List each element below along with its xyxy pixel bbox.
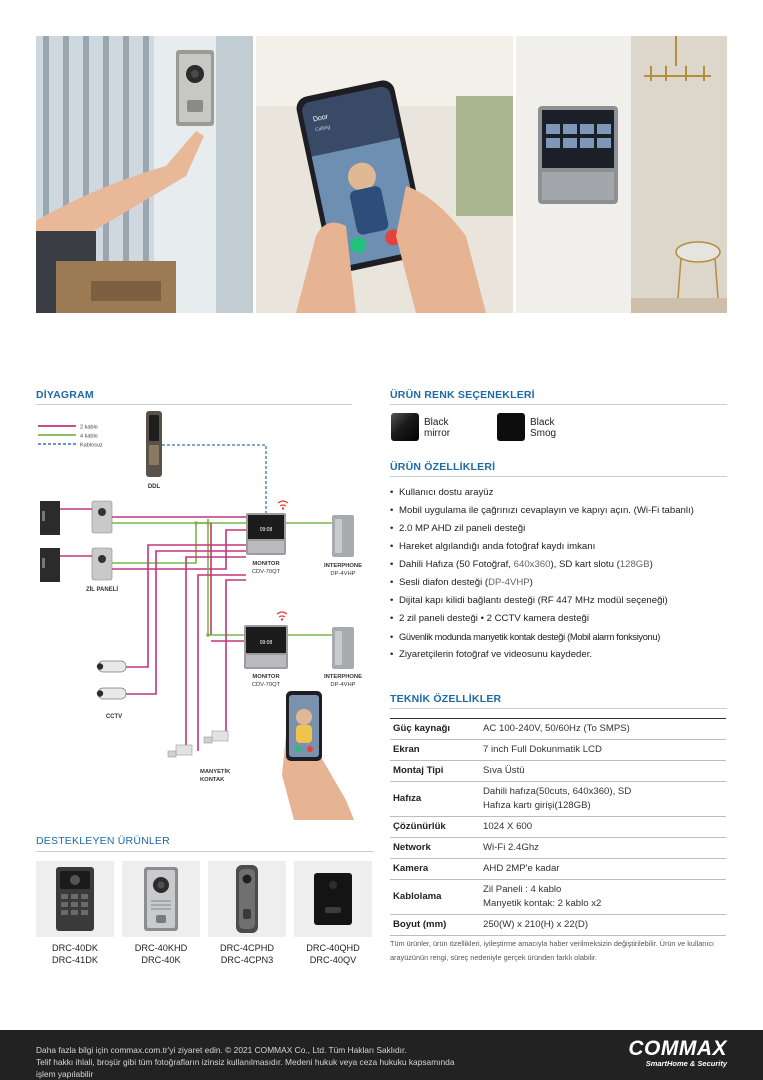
door-1 [40, 501, 60, 535]
features-title: ÜRÜN ÖZELLİKLERİ [390, 461, 496, 473]
product-label-drc-40dk [35, 942, 115, 966]
color-swatch-black-mirror [391, 413, 419, 441]
photo-wall-monitor [516, 36, 727, 313]
monitor-1-device [246, 513, 286, 555]
hand-holding-phone [282, 691, 354, 820]
feature-item: • Hareket algılandığı anda fotoğraf kaydı imkanı [390, 541, 730, 554]
spec-value: AHD 2MP'e kadar [480, 859, 726, 880]
product-label-drc-40khd [121, 942, 201, 966]
product-model: DRC-40QHD [306, 943, 360, 953]
ddl-wireless-link [162, 445, 266, 513]
spec-row [390, 719, 726, 740]
logo-wordmark: COMMAX [628, 1037, 727, 1060]
product-model: DRC-40DK [52, 943, 98, 953]
feature-item: • Ziyaretçilerin fotoğraf ve videosunu kaydeder. [390, 649, 730, 662]
specs-table [390, 718, 726, 936]
color-label-black-smog [530, 417, 556, 439]
color-label-black-smog-line1: Black [530, 417, 555, 428]
ddl-label: DDL [147, 484, 161, 490]
interphone-1-model: DP-4VHP [330, 571, 356, 577]
spec-row [390, 817, 726, 838]
door-panel-2 [92, 548, 112, 580]
supported-products-rule [36, 851, 374, 852]
feature-item: • Güvenlik modunda manyetik kontak desteği (Mobil alarm fonksiyonu) [390, 631, 730, 644]
feature-text: Dahili Hafıza (50 Fotoğraf, [399, 559, 514, 570]
spec-row [390, 859, 726, 880]
footer-line: Telif hakkı ihlali, broşür gibi tüm fotoğrafların izinsiz kullanılmasıdır. Medeni hukuk veya ceza hukuku kapsamında [36, 1057, 455, 1067]
product-drawing [36, 861, 114, 937]
spec-key: Kamera [390, 859, 480, 880]
interphone-1-device [332, 515, 354, 557]
color-label-black-smog-line2: Smog [530, 428, 557, 439]
spec-key: Ekran [390, 740, 480, 761]
product-model: DRC-40KHD [134, 943, 188, 953]
feature-item: • 2 zil paneli desteği • 2 CCTV kamera desteği [390, 613, 730, 626]
spec-key: Hafıza [390, 782, 480, 817]
color-label-black-mirror-line1: Black [424, 417, 449, 428]
door-2 [40, 548, 60, 582]
color-swatch-black-smog [497, 413, 525, 441]
disclaimer-note: Tüm ürünler, ürün özellikleri, iyileştirme amacıyla haber verilmeksizin değiştirilebilir. Ürün ve kullanıcı arayüzünün rengi, süreç nedeniyle gerçek üründen farklı olabilir. [390, 939, 715, 962]
product-drawing [294, 861, 372, 937]
monitor-2-screen-time: 09:08 [259, 640, 273, 646]
product-model: DRC-40QV [309, 955, 357, 965]
feature-item: • Dijital kapı kilidi bağlantı desteği (RF 447 MHz modül seçeneği) [390, 595, 730, 608]
footer-copyright [36, 1044, 536, 1080]
magnetic-contact-label-line2: KONTAK [200, 777, 225, 783]
monitor-1-screen-time: 09:08 [259, 527, 273, 533]
specs-title: TEKNİK ÖZELLİKLER [390, 693, 502, 705]
monitor-1-label: MONITOR [252, 561, 280, 567]
feature-item: • 2.0 MP AHD zil paneli desteği [390, 523, 730, 536]
color-options-title: ÜRÜN RENK SEÇENEKLERİ [390, 389, 535, 401]
feature-text: ) [529, 577, 533, 588]
monitor-2-device [244, 625, 288, 669]
product-image-drc-4cphd [208, 861, 286, 937]
spec-value [480, 782, 726, 817]
wall-monitor-illustration [516, 36, 727, 313]
phone-screen-title: Door [312, 113, 329, 124]
wifi-icon-dot [281, 618, 283, 620]
product-drawing [208, 861, 286, 937]
product-model: DRC-40K [141, 955, 181, 965]
wiring-diagram [36, 405, 363, 820]
footer [0, 1030, 763, 1080]
ddl-lock-device [146, 411, 162, 477]
spec-row [390, 740, 726, 761]
feature-list [390, 487, 730, 667]
spec-value: Sıva Üstü [480, 761, 726, 782]
phone-screen-subtitle: Calling [314, 124, 331, 134]
spec-value: AC 100-240V, 50/60Hz (To SMPS) [480, 719, 726, 740]
product-model: DRC-4CPN3 [220, 955, 274, 965]
interphone-1-label: INTERPHONE [323, 563, 363, 569]
photo-door-panel [36, 36, 253, 313]
magnetic-contact-label-line1: MANYETİK [200, 769, 231, 775]
legend-label-wireless: Kablosuz [80, 442, 103, 449]
legend-label-4-wire: 4 kablo [80, 433, 98, 440]
feature-text-muted: 640x360 [513, 559, 551, 570]
spec-row [390, 915, 726, 936]
cctv-label: CCTV [105, 714, 123, 720]
spec-value: 7 inch Full Dokunmatik LCD [480, 740, 726, 761]
spec-value-line: Manyetik kontak: 2 kablo x2 [483, 898, 602, 909]
monitor-2-model: CDV-70QT [251, 682, 281, 688]
hero-photo-strip [36, 36, 727, 313]
product-label-drc-40qhd [293, 942, 373, 966]
color-label-black-mirror-line2: mirror [424, 428, 451, 439]
feature-item: • Kullanıcı dostu arayüz [390, 487, 730, 500]
feature-text-muted: DP-4VHP [488, 577, 530, 588]
door-panel-illustration [36, 36, 253, 313]
feature-item [390, 577, 730, 590]
monitor-1-model: CDV-70QT [251, 569, 281, 575]
magnetic-contact-1 [168, 745, 192, 757]
spec-row [390, 838, 726, 859]
interphone-2-model: DP-4VHP [330, 682, 356, 688]
door-panel-label: ZİL PANELİ [85, 587, 119, 593]
product-drawing [122, 861, 200, 937]
magnetic-contact-2 [204, 731, 228, 743]
spec-value: 250(W) x 210(H) x 22(D) [480, 915, 726, 936]
feature-text-muted: 128GB [619, 559, 650, 570]
feature-text: ) [649, 559, 653, 570]
interphone-2-label: INTERPHONE [323, 674, 363, 680]
wifi-icon [278, 501, 288, 506]
spec-value-line: Dahili hafıza(50cuts, 640x360), SD [483, 786, 632, 797]
spec-row [390, 880, 726, 915]
diagram-section-title: DİYAGRAM [36, 389, 94, 401]
feature-item: • Mobil uygulama ile çağrınızı cevaplayın ve kapıyı açın. (Wi-Fi tabanlı) [390, 505, 730, 518]
interphone-2-device [332, 627, 354, 669]
feature-text: Sesli diafon desteği ( [399, 577, 489, 588]
product-image-drc-40khd [122, 861, 200, 937]
specs-rule [390, 708, 727, 709]
spec-key: Güç kaynağı [390, 719, 480, 740]
feature-item [390, 559, 730, 572]
monitor-2-label: MONITOR [252, 674, 280, 680]
spec-key: Çözünürlük [390, 817, 480, 838]
spec-value: 1024 X 600 [480, 817, 726, 838]
cctv-camera-2 [97, 688, 126, 699]
color-label-black-mirror [424, 417, 450, 439]
door-panel-1 [92, 501, 112, 533]
mobile-app-illustration [256, 36, 513, 313]
feature-text: ), SD kart slotu ( [550, 559, 620, 570]
wifi-icon [277, 612, 287, 617]
spec-value-line: Zil Paneli : 4 kablo [483, 884, 562, 895]
product-model: DRC-4CPHD [219, 943, 275, 953]
product-image-drc-40dk [36, 861, 114, 937]
wifi-icon-dot [282, 507, 284, 509]
features-rule [390, 476, 727, 477]
commax-logo [628, 1038, 727, 1068]
spec-key: Network [390, 838, 480, 859]
footer-line: işlem yapılabilir [36, 1069, 94, 1079]
photo-mobile-app [256, 36, 513, 313]
spec-key: Boyut (mm) [390, 915, 480, 936]
cctv-camera-1 [97, 661, 126, 672]
spec-key: Kablolama [390, 880, 480, 915]
spec-value [480, 880, 726, 915]
spec-row [390, 761, 726, 782]
product-model: DRC-41DK [52, 955, 98, 965]
color-options-rule [390, 404, 727, 405]
supported-products-title: DESTEKLEYEN ÜRÜNLER [36, 835, 170, 847]
legend-label-2-wire: 2 kablo [80, 424, 98, 431]
logo-tagline: SmartHome & Security [645, 1059, 727, 1068]
spec-value-line: Hafıza kartı girişi(128GB) [483, 800, 591, 811]
product-image-drc-40qhd [294, 861, 372, 937]
footer-line: Daha fazla bilgi için commax.com.tr'yi ziyaret edin. © 2021 COMMAX Co., Ltd. Tüm Hakları Saklıdır. [36, 1045, 407, 1055]
spec-row [390, 782, 726, 817]
spec-value: Wi-Fi 2.4Ghz [480, 838, 726, 859]
spec-key: Montaj Tipi [390, 761, 480, 782]
product-label-drc-4cphd [207, 942, 287, 966]
